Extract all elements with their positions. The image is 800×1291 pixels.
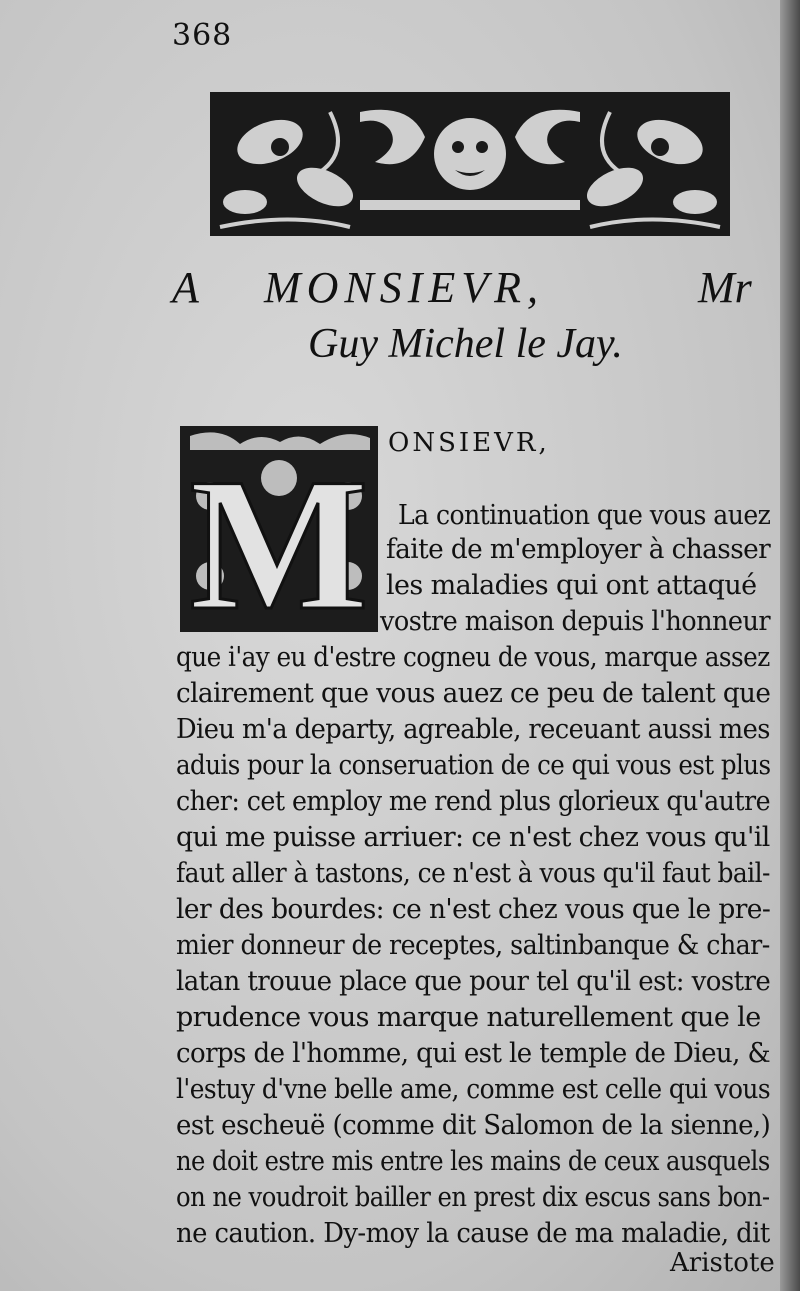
catchword: Aristote [670, 1248, 775, 1278]
title-mr: Mr [698, 263, 752, 312]
page-number: 368 [172, 18, 233, 53]
text-line: corps de l'homme, qui est le temple de Dieu, & [176, 1038, 771, 1069]
text-line: qui me puisse arriuer: ce n'est chez vous qu'il [176, 822, 770, 853]
text-line: on ne voudroit bailler en prest dix escus sans bon- [176, 1182, 770, 1213]
text-line: Dieu m'a departy, agreable, receuant aussi mes [176, 714, 770, 745]
text-line: cher: cet employ me rend plus glorieux qu'autre [176, 786, 771, 817]
text-line: aduis pour la conseruation de ce qui vous est plus [176, 750, 771, 781]
text-line: clairement que vous auez ce peu de talent que [176, 678, 771, 709]
text-line: ne doit estre mis entre les mains de ceux ausquels [176, 1146, 770, 1177]
text-line: prudence vous marque naturellement que le [176, 1002, 761, 1033]
text-line: faite de m'employer à chasser [386, 534, 771, 565]
salutation: ONSIEVR, [388, 428, 550, 458]
page-gutter-shadow [780, 0, 800, 1291]
initial-letter: M [189, 440, 369, 632]
text-line: que i'ay eu d'estre cogneu de vous, marque assez [176, 642, 770, 673]
text-line: est escheuë (comme dit Salomon de la sienne,) [176, 1110, 771, 1141]
text-line: ler des bourdes: ce n'est chez vous que le pre- [176, 894, 771, 925]
text-line: les maladies qui ont attaqué [386, 570, 757, 601]
text-line: l'estuy d'vne belle ame, comme est celle qui vous [176, 1074, 771, 1105]
text-line: faut aller à tastons, ce n'est à vous qu'il faut bail- [176, 858, 770, 889]
title-a: A [172, 263, 199, 312]
dedication-title-line-2: Guy Michel le Jay. [308, 321, 623, 367]
text-line: vostre maison depuis l'honneur [380, 606, 771, 637]
text-line: mier donneur de receptes, saltinbanque & char- [176, 930, 770, 961]
text-line: latan trouue place que pour tel qu'il est: vostre [176, 966, 771, 997]
text-line: ne caution. Dy-moy la cause de ma maladie, dit [176, 1218, 770, 1249]
title-monsieur: MONSIEVR, [264, 263, 545, 312]
text-line: La continuation que vous auez [398, 500, 771, 531]
